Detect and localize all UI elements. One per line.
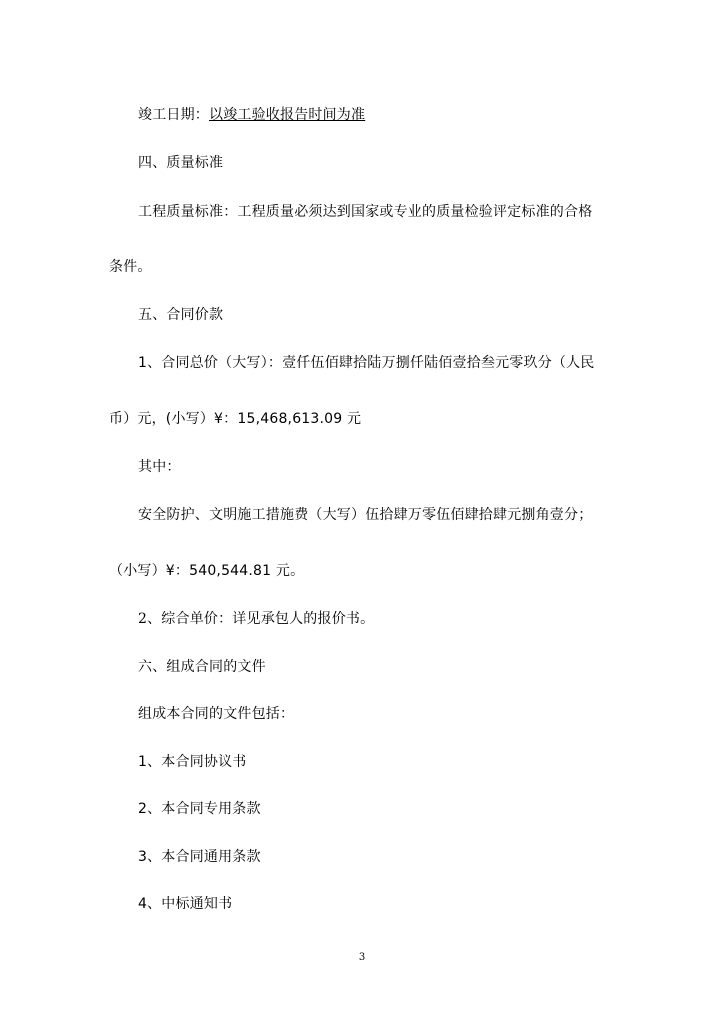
page-number: 3 [358,952,366,963]
contract-document-item: 3、本合同通用条款 [138,849,261,865]
section-heading-contract-price: 五、合同价款 [138,307,224,323]
contract-documents-intro: 组成本合同的文件包括： [138,706,295,722]
section-heading-quality: 四、质量标准 [138,155,224,171]
completion-date-line [138,106,365,124]
quality-standard-paragraph-line1: 工程质量标准：工程质量必须达到国家或专业的质量检验评定标准的合格 [138,204,593,220]
safety-fee-line1: 安全防护、文明施工措施费（大写）伍拾肆万零伍佰肆拾肆元捌角壹分； [138,507,593,523]
completion-date-value: 以竣工验收报告时间为准 [209,107,366,123]
unit-price-line [138,610,374,628]
unit-price-text: 、综合单价：详见承包人的报价书。 [147,611,375,627]
contract-document-item: 1、本合同协议书 [138,754,247,770]
total-price-line2: 币）元，(小写）¥：15,468,613.09 元 [109,411,362,427]
completion-date-label: 竣工日期： [138,107,209,123]
quality-standard-paragraph-line2: 条件。 [109,259,152,275]
total-price-line1: 1、合同总价（大写）：壹仟伍佰肆拾陆万捌仟陆佰壹拾叁元零玖分（人民 [138,355,595,371]
safety-fee-line2: （小写）¥：540,544.81 元。 [109,563,305,579]
section-heading-contract-documents: 六、组成合同的文件 [138,659,266,675]
unit-price-number: 2 [138,611,148,627]
contract-document-item: 4、中标通知书 [138,896,233,912]
among-label: 其中： [138,459,181,475]
contract-document-item: 2、本合同专用条款 [138,801,261,817]
